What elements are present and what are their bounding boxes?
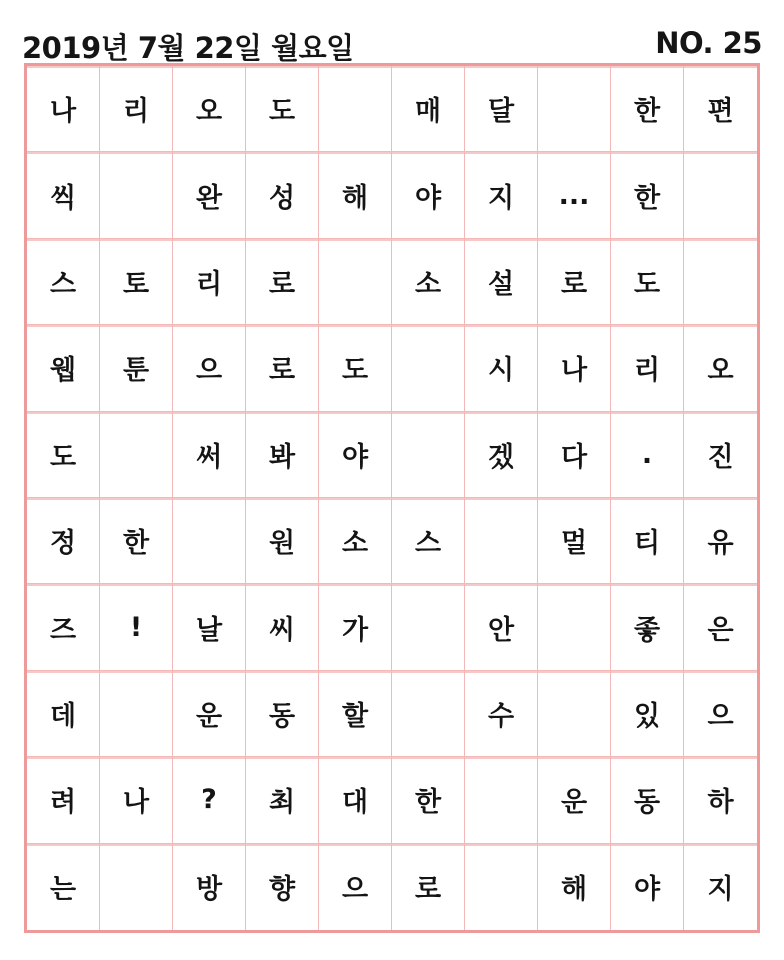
- grid-cell: [684, 152, 757, 238]
- grid-cell: 해: [538, 844, 611, 930]
- grid-cell: [173, 498, 246, 584]
- grid-cell: 대: [319, 757, 392, 843]
- grid-cell: 으: [319, 844, 392, 930]
- grid-cell: ?: [173, 757, 246, 843]
- grid-cell: 오: [684, 325, 757, 411]
- grid-cell: 데: [27, 671, 100, 757]
- grid-cell: 지: [684, 844, 757, 930]
- grid-cell: 씩: [27, 152, 100, 238]
- grid-cell: [392, 671, 465, 757]
- grid-cell: 방: [173, 844, 246, 930]
- grid-cell: 멀: [538, 498, 611, 584]
- grid-cell: 다: [538, 412, 611, 498]
- grid-cell: 나: [27, 66, 100, 152]
- grid-cell: [538, 584, 611, 670]
- grid-cell: 성: [246, 152, 319, 238]
- grid-cell: 도: [246, 66, 319, 152]
- entry-number: NO. 25: [655, 26, 762, 60]
- grid-cell: !: [100, 584, 173, 670]
- grid-cell: [465, 498, 538, 584]
- grid-cell: [538, 671, 611, 757]
- grid-cell: 오: [173, 66, 246, 152]
- grid-cell: 운: [173, 671, 246, 757]
- grid-cell: 리: [611, 325, 684, 411]
- manuscript-sheet: [24, 63, 760, 933]
- grid-cell: 으: [173, 325, 246, 411]
- grid-cell: 은: [684, 584, 757, 670]
- diary-date: 2019년 7월 22일 월요일: [22, 31, 354, 65]
- grid-cell: 향: [246, 844, 319, 930]
- grid-cell: [100, 152, 173, 238]
- grid-cell: 동: [246, 671, 319, 757]
- grid-cell: 원: [246, 498, 319, 584]
- grid-cell: [392, 325, 465, 411]
- grid-cell: 한: [392, 757, 465, 843]
- grid-cell: [100, 412, 173, 498]
- grid-cell: 날: [173, 584, 246, 670]
- grid-cell: 야: [392, 152, 465, 238]
- grid-cell: [538, 66, 611, 152]
- grid-cell: 시: [465, 325, 538, 411]
- grid-cell: 동: [611, 757, 684, 843]
- grid-cell: 로: [538, 239, 611, 325]
- grid-cell: ...: [538, 152, 611, 238]
- grid-cell: 야: [611, 844, 684, 930]
- grid-cell: 툰: [100, 325, 173, 411]
- grid-cell: 매: [392, 66, 465, 152]
- grid-cell: [465, 757, 538, 843]
- grid-cell: 려: [27, 757, 100, 843]
- grid-cell: 최: [246, 757, 319, 843]
- grid-cell: 도: [611, 239, 684, 325]
- grid-cell: 편: [684, 66, 757, 152]
- grid-cell: 수: [465, 671, 538, 757]
- grid-cell: 진: [684, 412, 757, 498]
- grid-cell: [319, 239, 392, 325]
- grid-cell: 운: [538, 757, 611, 843]
- grid-cell: 완: [173, 152, 246, 238]
- grid-cell: 티: [611, 498, 684, 584]
- grid-cell: [392, 584, 465, 670]
- grid-cell: 봐: [246, 412, 319, 498]
- grid-cell: 소: [319, 498, 392, 584]
- grid-cell: [465, 844, 538, 930]
- grid-cell: 가: [319, 584, 392, 670]
- grid-cell: 로: [246, 239, 319, 325]
- grid-cell: 겠: [465, 412, 538, 498]
- grid-cell: [100, 671, 173, 757]
- grid-cell: 한: [611, 152, 684, 238]
- grid-cell: 하: [684, 757, 757, 843]
- manuscript-grid: [27, 66, 757, 930]
- grid-cell: [392, 412, 465, 498]
- grid-cell: 유: [684, 498, 757, 584]
- grid-cell: 설: [465, 239, 538, 325]
- grid-cell: [684, 239, 757, 325]
- grid-cell: 로: [246, 325, 319, 411]
- grid-cell: 나: [538, 325, 611, 411]
- grid-cell: 토: [100, 239, 173, 325]
- grid-cell: 씨: [246, 584, 319, 670]
- grid-cell: 달: [465, 66, 538, 152]
- grid-cell: 지: [465, 152, 538, 238]
- grid-cell: 스: [27, 239, 100, 325]
- grid-cell: 나: [100, 757, 173, 843]
- grid-cell: 스: [392, 498, 465, 584]
- grid-cell: [319, 66, 392, 152]
- grid-cell: 써: [173, 412, 246, 498]
- grid-cell: 한: [100, 498, 173, 584]
- page-header: [22, 22, 762, 65]
- grid-cell: 할: [319, 671, 392, 757]
- grid-cell: 한: [611, 66, 684, 152]
- grid-cell: 좋: [611, 584, 684, 670]
- grid-cell: 소: [392, 239, 465, 325]
- grid-cell: 로: [392, 844, 465, 930]
- grid-cell: 야: [319, 412, 392, 498]
- grid-cell: 정: [27, 498, 100, 584]
- grid-cell: 도: [319, 325, 392, 411]
- grid-cell: 있: [611, 671, 684, 757]
- grid-cell: 해: [319, 152, 392, 238]
- grid-cell: 리: [173, 239, 246, 325]
- grid-cell: 웹: [27, 325, 100, 411]
- grid-cell: 안: [465, 584, 538, 670]
- grid-cell: 는: [27, 844, 100, 930]
- grid-cell: .: [611, 412, 684, 498]
- grid-cell: 리: [100, 66, 173, 152]
- grid-cell: [100, 844, 173, 930]
- grid-cell: 도: [27, 412, 100, 498]
- grid-cell: 으: [684, 671, 757, 757]
- grid-cell: 즈: [27, 584, 100, 670]
